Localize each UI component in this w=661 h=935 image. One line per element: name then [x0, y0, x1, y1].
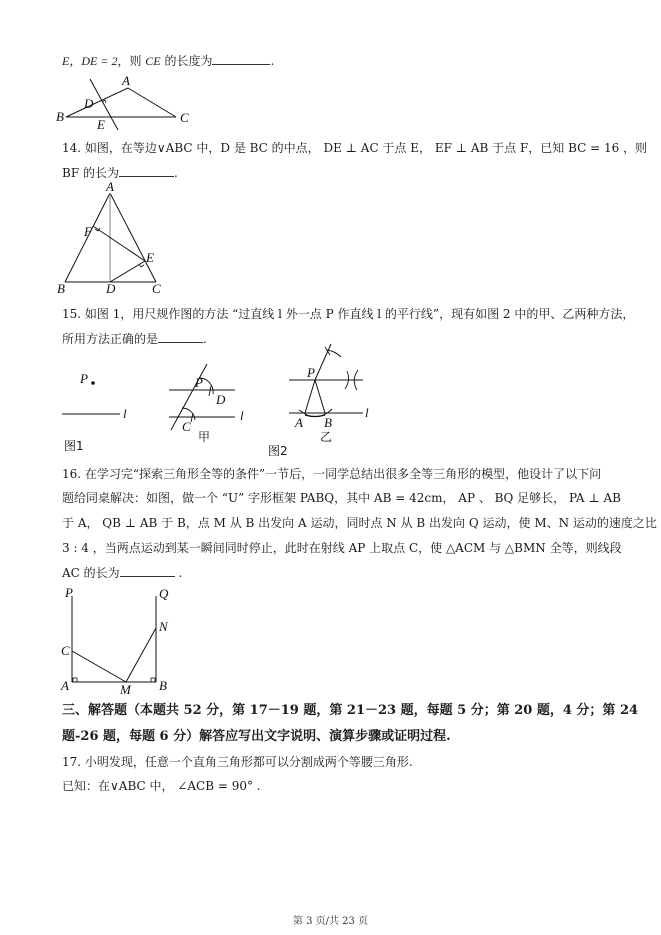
q16-label-n: N — [159, 619, 168, 634]
q17-line2: 已知：在∨ABC 中， ∠ACB = 90° . — [62, 779, 261, 793]
q16-label-p: P — [65, 585, 73, 600]
point-p — [91, 381, 95, 385]
jia-label-l: l — [240, 408, 244, 423]
q15-figure-jia — [165, 352, 275, 452]
q13-label-a: A — [122, 73, 130, 88]
q16-line3: 于 A， QB ⊥ AB 于 B，点 M 从 B 出发向 A 运动，同时点 N 从 B 出发向 Q 运动，使 M、N 运动的速度之比 — [62, 516, 657, 530]
q14-label-f: F — [84, 224, 92, 239]
q14-line1: 14. 如图，在等边∨ABC 中，D 是 BC 的中点， DE ⊥ AC 于点 E， EF ⊥ AB 于点 F，已知 BC = 16 ，则 — [62, 141, 648, 155]
q14-label-a: A — [106, 179, 114, 194]
q16-answer-blank[interactable] — [120, 564, 175, 577]
q16-line2: 题给同桌解决：如图，做一个 “U” 字形框架 PABQ，其中 AB = 42cm， AP 、 BQ 足够长， PA ⊥ AB — [62, 491, 621, 505]
q13-label-b: B — [56, 109, 64, 124]
q16-label-m: M — [120, 682, 131, 697]
q14-end: . — [173, 166, 178, 180]
fig1-caption: 图1 — [64, 439, 84, 453]
q17-line1: 17. 小明发现，任意一个直角三角形都可以分割成两个等腰三角形. — [62, 755, 413, 769]
q13-label-e: E — [97, 117, 105, 132]
q13-var: CE — [145, 54, 161, 68]
q15-line2 — [62, 330, 207, 347]
q16-line5 — [62, 564, 182, 581]
q13-end: . — [270, 54, 275, 68]
q13-figure — [55, 73, 195, 132]
yi-label-b: B — [324, 415, 332, 430]
section3-heading-line1: 三、解答题（本题共 52 分，第 17－19 题，第 21－23 题，每题 5 分；第 20 题，4 分；第 24 — [62, 703, 639, 718]
fig1-label-p: P — [80, 371, 88, 386]
yi-label-l: l — [365, 405, 369, 420]
q13-formula: DE = 2 — [81, 54, 118, 68]
jia-label-d: D — [216, 392, 226, 407]
q16-label-a: A — [61, 678, 69, 693]
yi-caption: 乙 — [320, 430, 333, 444]
yi-label-p: P — [307, 365, 315, 380]
jia-label-c: C — [182, 419, 191, 434]
q14-label-b: B — [57, 281, 65, 296]
q16-label-q: Q — [159, 586, 169, 601]
q14-label-c: C — [152, 281, 161, 296]
jia-label-p: P — [195, 375, 203, 390]
q13-text-suffix: 的长度为 — [164, 54, 213, 68]
q16-figure — [55, 582, 195, 697]
q16-line1: 16. 在学习完“探索三角形全等的条件”一节后，一同学总结出很多全等三角形的模型，他设计了以下问 — [62, 467, 602, 481]
q13-text-mid: ，则 — [117, 54, 142, 68]
q15-line1: 15. 如图 1，用尺规作图的方法 “过直线 l 外一点 P 作直线 l 的平行线”，现有如图 2 中的甲、乙两种方法， — [62, 307, 635, 321]
yi-label-a: A — [295, 415, 303, 430]
q13-answer-line — [62, 52, 274, 69]
q16-label-b: B — [159, 678, 167, 693]
q14-label-d: D — [106, 281, 116, 296]
q16-line4: 3 : 4 ，当两点运动到某一瞬间同时停止，此时在射线 AP 上取点 C，使 △ACM 与 △BMN 全等，则线段 — [62, 541, 622, 555]
q14-line2-prefix: BF 的长为 — [62, 166, 119, 180]
q14-label-e: E — [146, 250, 154, 265]
jia-caption: 甲 — [198, 430, 211, 444]
fig2-caption: 图2 — [268, 444, 288, 458]
q14-figure — [55, 179, 195, 302]
q13-text-prefix: E， — [62, 54, 82, 68]
q16-label-c: C — [61, 643, 70, 658]
q13-label-d: D — [84, 96, 94, 111]
q15-figure-yi — [265, 347, 375, 457]
q15-line2-prefix: 所用方法正确的是 — [62, 332, 159, 346]
fig1-label-l: l — [123, 406, 127, 421]
q16-line5-prefix: AC 的长为 — [62, 566, 120, 580]
q16-end: . — [178, 566, 183, 580]
q13-label-c: C — [180, 110, 189, 125]
page-footer: 第 3 页/共 23 页 — [292, 916, 369, 927]
section3-heading-line2: 题-26 题，每题 6 分）解答应写出文字说明、演算步骤或证明过程. — [62, 729, 451, 744]
q15-figure1 — [58, 350, 148, 460]
q14-answer-blank[interactable] — [119, 164, 174, 177]
q14-line2 — [62, 164, 178, 181]
q15-answer-blank[interactable] — [158, 330, 203, 343]
q13-answer-blank[interactable] — [212, 52, 270, 65]
q15-end: . — [203, 332, 207, 346]
